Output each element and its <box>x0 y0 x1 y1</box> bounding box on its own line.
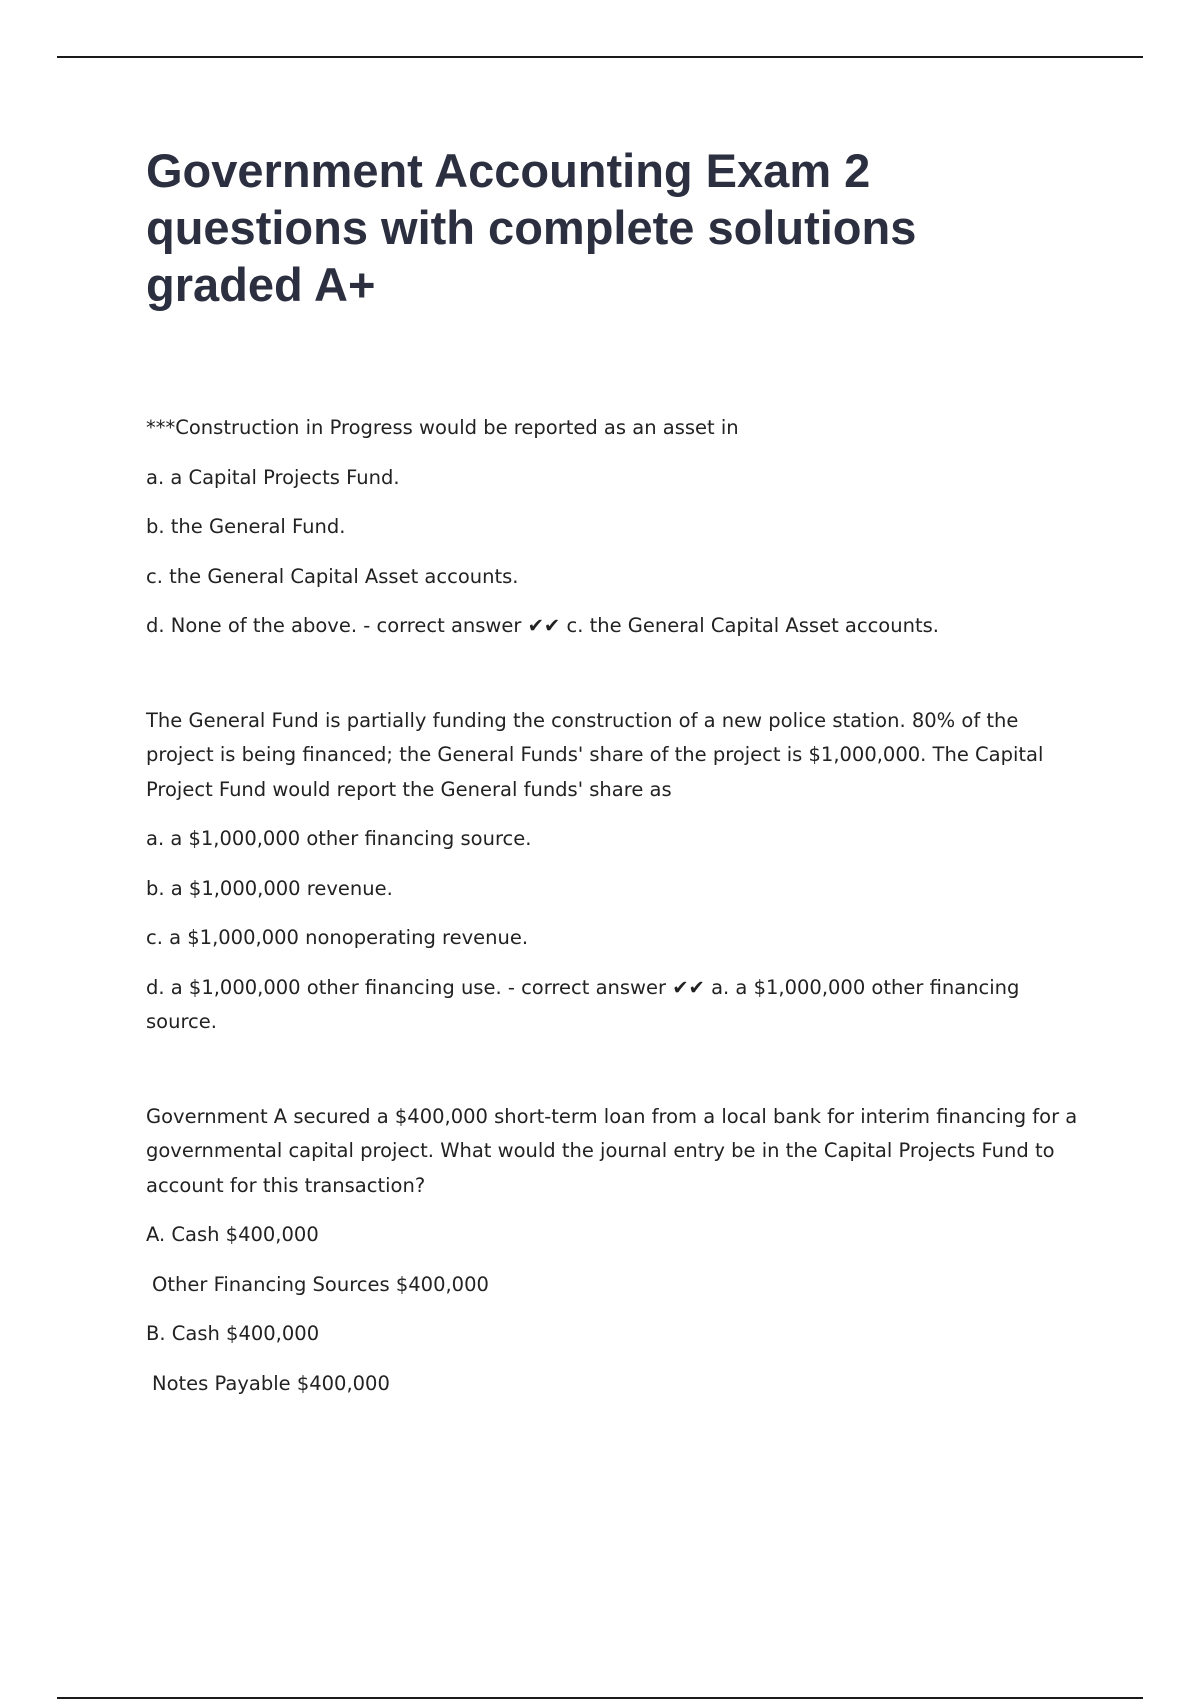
answer-option-with-solution <box>146 609 1086 644</box>
correct-answer-label: - correct answer <box>501 975 673 999</box>
answer-option: a. a Capital Projects Fund. <box>146 465 400 489</box>
correct-answer-text: a. a $1,000,000 other financing source. <box>146 975 1020 1033</box>
answer-option: A. Cash $400,000 <box>146 1223 319 1246</box>
document-title: Government Accounting Exam 2 questions with complete solutions graded A+ <box>146 144 917 311</box>
question-text: Government A secured a $400,000 short-term loan from a local bank for interim financing for a governmental capital project. What would the journal entry be in the Capital Projects Fund to account for this transaction? <box>146 1104 1078 1197</box>
question-text: ***Construction in Progress would be reported as an asset in <box>146 416 739 439</box>
answer-option: B. Cash $400,000 <box>146 1322 320 1345</box>
document-body <box>146 142 1086 1461</box>
question-text: The General Fund is partially funding the construction of a new police station. 80% of the project is being financed; the General Funds' share of the project is $1,000,000. The Capital Project Fund would report the General funds' share as <box>146 708 1044 801</box>
question-1 <box>146 411 1086 644</box>
answer-option-with-solution <box>146 971 1086 1040</box>
answer-option-text: d. None of the above. <box>146 614 358 637</box>
journal-entry-line: Other Financing Sources $400,000 <box>152 1272 489 1296</box>
answer-option: b. the General Fund. <box>146 515 346 538</box>
question-3 <box>146 1100 1086 1402</box>
answer-option-text: d. a $1,000,000 other financing use. <box>146 975 502 999</box>
question-list <box>146 411 1086 1401</box>
answer-option: b. a $1,000,000 revenue. <box>146 876 393 900</box>
double-check-icon: ✔✔ <box>527 614 561 637</box>
answer-option: a. a $1,000,000 other financing source. <box>146 827 532 850</box>
correct-answer-label: - correct answer <box>357 614 528 637</box>
correct-answer-text: c. the General Capital Asset accounts. <box>560 614 939 637</box>
question-2 <box>146 704 1086 1040</box>
double-check-icon: ✔✔ <box>672 975 705 999</box>
journal-entry-line: Notes Payable $400,000 <box>152 1371 390 1395</box>
answer-option: c. the General Capital Asset accounts. <box>146 564 519 588</box>
top-rule <box>57 56 1143 58</box>
bottom-rule <box>57 1697 1143 1699</box>
answer-option: c. a $1,000,000 nonoperating revenue. <box>146 926 529 949</box>
